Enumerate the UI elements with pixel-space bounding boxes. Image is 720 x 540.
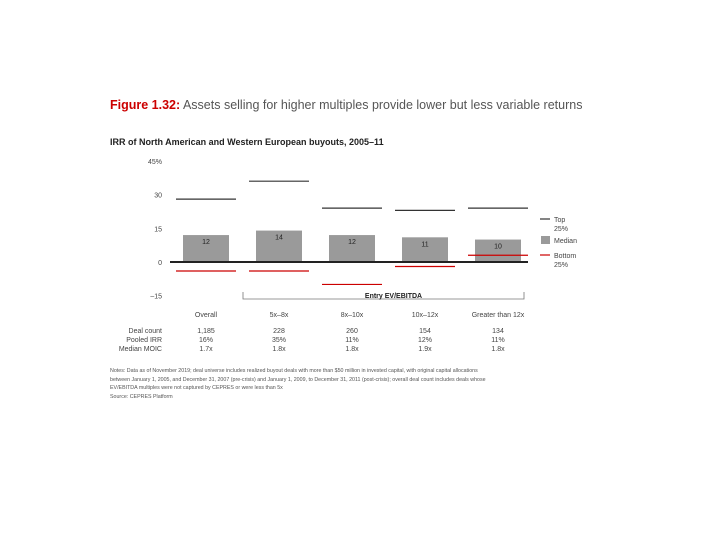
category-label: 8x–10x xyxy=(340,312,364,319)
legend-median-label: Median xyxy=(554,238,577,245)
y-tick-label: 0 xyxy=(158,260,162,267)
table-cell: 16% xyxy=(198,337,214,344)
legend-top-label: Top xyxy=(554,217,566,224)
category-label: Overall xyxy=(194,312,218,319)
figure-caption: Assets selling for higher multiples provide lower but less variable returns xyxy=(182,98,583,112)
y-tick-label: 30 xyxy=(154,192,162,200)
table-cell: 12% xyxy=(417,337,433,344)
notes-line-2: between January 1, 2005, and December 31, 2007 (pre-crisis) and January 1, 2009, to December 31, 2011 (post-crisis); overall deal count includes deals whose xyxy=(110,376,486,383)
figure-number: Figure 1.32: xyxy=(110,98,181,112)
chart-notes xyxy=(110,367,530,401)
chart-title: IRR of North American and Western European buyouts, 2005–11 xyxy=(110,137,384,147)
table-row-label: Pooled IRR xyxy=(126,337,162,344)
table-cell: 228 xyxy=(273,328,285,335)
table-cell: 1.8x xyxy=(272,346,286,353)
table-row-label: Deal count xyxy=(128,328,162,335)
table-cell: 260 xyxy=(346,328,358,335)
legend-bottom-label: Bottom xyxy=(554,253,577,260)
table-cell: 154 xyxy=(419,328,431,335)
table-cell: 11% xyxy=(491,337,505,344)
category-label: 5x–8x xyxy=(269,312,289,319)
y-tick-label: 45% xyxy=(147,159,162,166)
table-cell: 1.7x xyxy=(199,346,213,353)
table-cell: 1.8x xyxy=(491,346,505,353)
table-cell: 1,185 xyxy=(197,328,215,335)
table-cell: 134 xyxy=(492,328,504,335)
legend-top-label-2: 25% xyxy=(554,226,569,233)
table-cell: 1.8x xyxy=(345,346,359,353)
table-cell: 1.9x xyxy=(418,346,432,353)
bar-value-label: 14 xyxy=(275,234,283,242)
notes-line-3: EV/EBITDA multiples were not captured by CEPRES or were less than 5x xyxy=(110,385,283,392)
legend-bottom-label-2: 25% xyxy=(554,262,569,269)
group-label: Entry EV/EBITDA xyxy=(364,293,423,300)
bar-value-label: 12 xyxy=(202,239,210,247)
bar-value-label: 12 xyxy=(348,239,356,247)
y-tick-label: 15 xyxy=(154,226,162,234)
notes-line-4: Source: CEPRES Platform xyxy=(110,393,173,400)
category-label: Greater than 12x xyxy=(471,312,525,319)
table-cell: 11% xyxy=(345,337,359,344)
table-row-label: Median MOIC xyxy=(118,346,162,353)
category-label: 10x–12x xyxy=(411,312,439,319)
y-tick-label: –15 xyxy=(150,293,162,301)
legend-median-swatch xyxy=(541,236,550,244)
bar-value-label: 11 xyxy=(421,241,429,249)
table-cell: 35% xyxy=(271,337,287,344)
bar-value-label: 10 xyxy=(494,243,502,251)
notes-line-1: Notes: Data as of November 2019; deal universe includes realized buyout deals with more than $50 million in invested capital, with original capital allocations xyxy=(110,368,478,374)
